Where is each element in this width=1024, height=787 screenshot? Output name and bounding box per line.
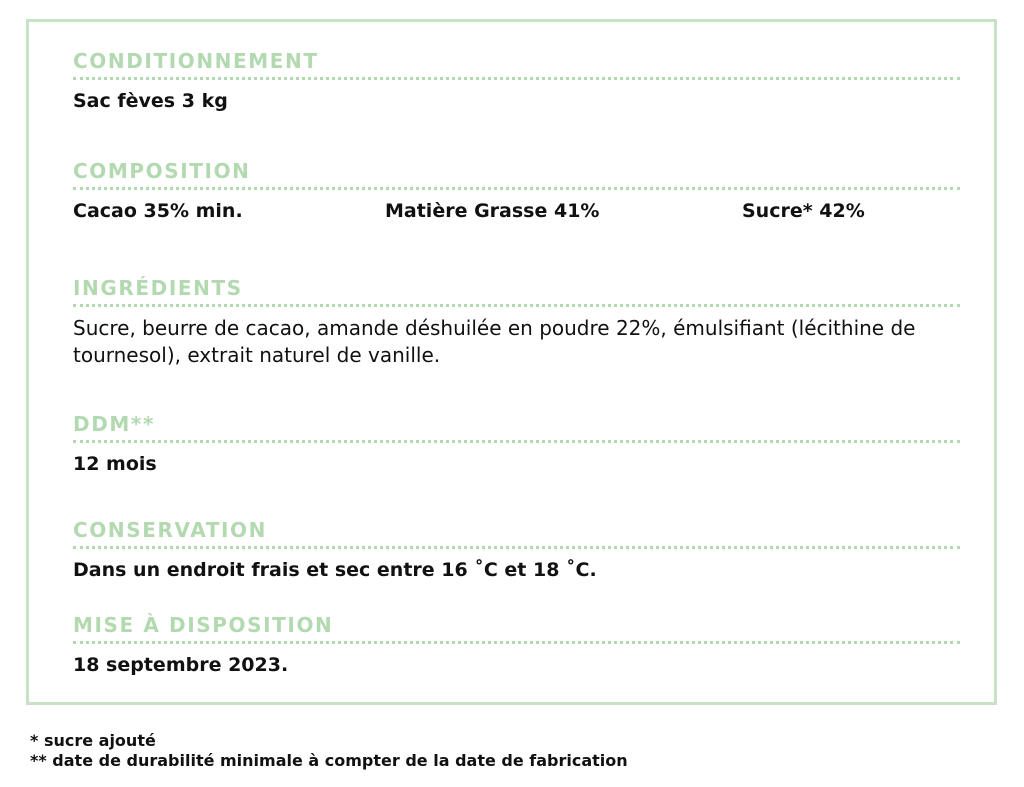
dotted-divider	[73, 641, 960, 644]
dotted-divider	[73, 77, 960, 80]
section-heading: DDM**	[73, 412, 156, 436]
section-value: Dans un endroit frais et sec entre 16 ˚C et 18 ˚C.	[73, 559, 597, 581]
section-value: 18 septembre 2023.	[73, 654, 289, 676]
section-value: Sac fèves 3 kg	[73, 90, 228, 112]
section-mise-a-disposition	[73, 613, 960, 677]
section-value: 12 mois	[73, 453, 157, 475]
section-conditionnement	[73, 49, 960, 113]
ingredients-text: Sucre, beurre de cacao, amande déshuilée en poudre 22%, émulsifiant (lécithine de tournesol), extrait naturel de vanille.	[73, 316, 916, 367]
section-heading: MISE À DISPOSITION	[73, 613, 334, 637]
footnote-ddm: ** date de durabilité minimale à compter de la date de fabrication	[30, 751, 628, 770]
section-conservation	[73, 518, 960, 582]
section-heading: INGRÉDIENTS	[73, 276, 243, 300]
composition-row	[73, 199, 960, 223]
footnote-sucre: * sucre ajouté	[30, 731, 156, 750]
section-ingredients	[73, 276, 960, 369]
dotted-divider	[73, 187, 960, 190]
section-heading: CONSERVATION	[73, 518, 267, 542]
section-composition	[73, 159, 960, 223]
product-info-card	[26, 19, 997, 705]
composition-cacao: Cacao 35% min.	[73, 200, 243, 222]
footnotes	[30, 731, 628, 771]
dotted-divider	[73, 304, 960, 307]
dotted-divider	[73, 440, 960, 443]
section-ddm	[73, 412, 960, 476]
composition-sucre: Sucre* 42%	[742, 200, 865, 222]
section-heading: CONDITIONNEMENT	[73, 49, 319, 73]
section-heading: COMPOSITION	[73, 159, 251, 183]
composition-matiere-grasse: Matière Grasse 41%	[385, 200, 600, 222]
dotted-divider	[73, 546, 960, 549]
